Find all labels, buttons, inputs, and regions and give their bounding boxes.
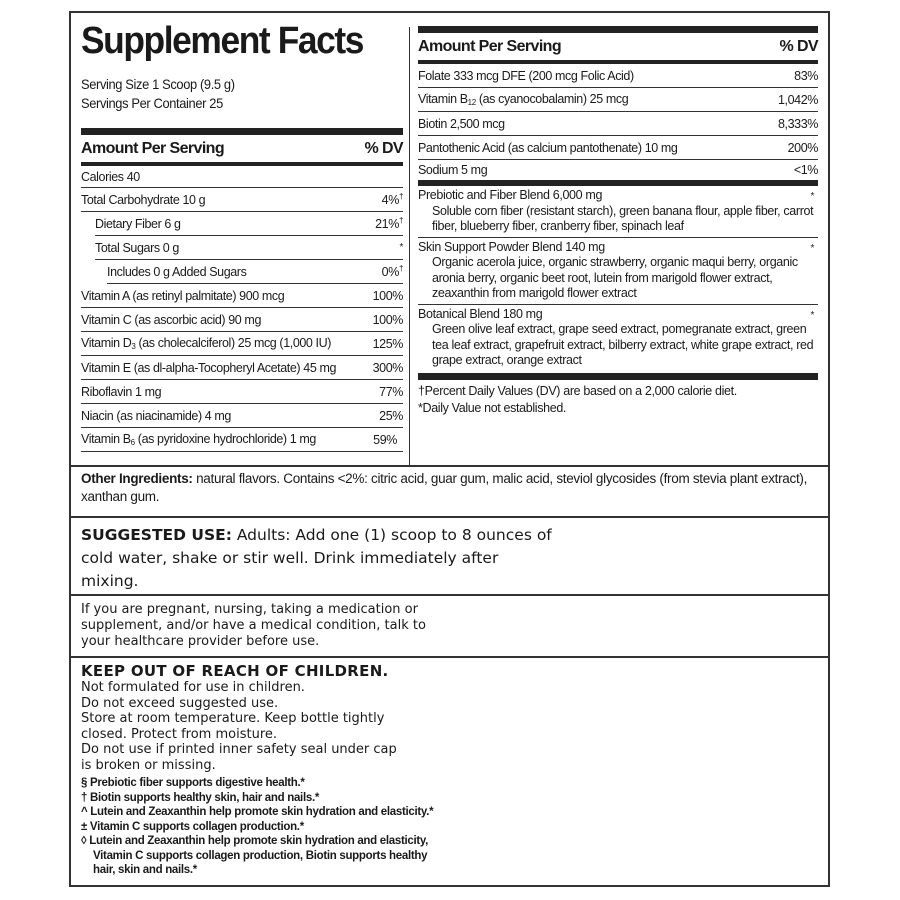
blend-name: Prebiotic and Fiber Blend 6,000 mg xyxy=(418,188,603,202)
servings-per-container: Servings Per Container 25 xyxy=(81,95,223,111)
blend-dv: * xyxy=(810,242,814,254)
other-ingredients-text: natural flavors. Contains <2%: citric acid, guar gum, malic acid, steviol glycosides (from stevia plant extract), xanthan gum. xyxy=(81,471,808,504)
nutrient-dv: <1% xyxy=(793,163,818,177)
nutrient-dv: 200% xyxy=(787,140,818,155)
serving-size: Serving Size 1 Scoop (9.5 g) xyxy=(81,76,235,92)
supplement-facts-label xyxy=(69,11,830,887)
keep-out-title: KEEP OUT OF REACH OF CHILDREN. xyxy=(81,662,389,680)
nutrient-name: Vitamin C (as ascorbic acid) 90 mg xyxy=(81,312,261,327)
thick-divider xyxy=(418,373,818,380)
suggested-use-label: SUGGESTED USE: xyxy=(81,526,232,544)
nutrient-row xyxy=(81,188,403,212)
label-title: Supplement Facts xyxy=(81,20,364,62)
nutrient-row xyxy=(418,88,818,112)
nutrient-row xyxy=(81,380,403,404)
facts-panel xyxy=(71,13,828,467)
blend-name: Botanical Blend 180 mg xyxy=(418,306,543,321)
nutrient-row xyxy=(81,284,403,308)
nutrient-name: Riboflavin 1 mg xyxy=(81,384,162,399)
right-column xyxy=(418,13,818,417)
nutrient-row xyxy=(95,236,403,260)
nutrient-name: Calories 40 xyxy=(81,169,140,184)
warning-line: If you are pregnant, nursing, taking a medication or xyxy=(81,602,418,617)
nutrient-name: Vitamin $D_3$ (as cholecalciferol) 25 mcg (1,000 IU) xyxy=(81,336,332,351)
nutrient-row xyxy=(81,308,403,332)
claim-line: ^ Lutein and Zeaxanthin help promote skin hydration and elasticity.* xyxy=(81,806,434,818)
nutrient-dv: 1,042% xyxy=(778,92,818,107)
suggested-use-line: Adults: Add one (1) scoop to 8 ounces of xyxy=(231,526,552,544)
header-amount: Amount Per Serving xyxy=(418,37,562,55)
nutrient-name: Dietary Fiber 6 g xyxy=(95,216,181,231)
header-amount: Amount Per Serving xyxy=(81,139,225,157)
nutrient-row xyxy=(418,136,818,160)
thick-divider xyxy=(418,26,818,33)
nutrient-row xyxy=(81,404,403,428)
nutrient-name: Pantothenic Acid (as calcium pantothenate) 10 mg xyxy=(418,140,678,155)
nutrient-name: Total Carbohydrate 10 g xyxy=(81,192,206,207)
suggested-use-line: mixing. xyxy=(81,572,139,590)
keep-out-line: Store at room temperature. Keep bottle tightly xyxy=(81,711,385,726)
blend-dv: * xyxy=(810,191,814,202)
nutrient-name: Total Sugars 0 g xyxy=(95,240,179,255)
nutrient-row xyxy=(418,64,818,88)
claim-line: ◊ Lutein and Zeaxanthin help promote skin hydration and elasticity, xyxy=(81,835,429,847)
blend-ingredients: Green olive leaf extract, grape seed extract, pomegranate extract, green tea leaf extract, grapefruit extract, bilberry extract, white grape extract, red grape extract, orange extract xyxy=(432,322,814,367)
pregnancy-warning xyxy=(71,596,828,658)
nutrient-dv: 21%† xyxy=(375,215,403,232)
blend-dv: * xyxy=(810,309,814,321)
nutrient-dv: 25% xyxy=(379,408,403,423)
warning-line: your healthcare provider before use. xyxy=(81,634,320,649)
nutrient-row xyxy=(107,260,403,284)
suggested-use-line: cold water, shake or stir well. Drink immediately after xyxy=(81,549,499,567)
claim-line: † Biotin supports healthy skin, hair and nails.* xyxy=(81,791,320,804)
nutrient-name: Vitamin E (as dl-alpha-Tocopheryl Acetate) 45 mg xyxy=(81,360,337,375)
keep-out-line: Do not exceed suggested use. xyxy=(81,695,279,711)
nutrient-dv: 0%† xyxy=(381,263,403,280)
column-divider xyxy=(409,27,410,465)
blend-botanical xyxy=(418,305,818,371)
nutrient-name: Sodium 5 mg xyxy=(418,163,488,177)
blend-ingredients: Soluble corn fiber (resistant starch), green banana flour, apple fiber, carrot fiber, blueberry fiber, cranberry fiber, spinach leaf xyxy=(432,203,814,233)
nutrient-dv: 100% xyxy=(372,312,403,327)
nutrient-dv: 4%† xyxy=(381,191,403,208)
nutrient-row xyxy=(81,356,403,380)
nutrient-dv: 77% xyxy=(379,384,403,399)
keep-out-line: closed. Protect from moisture. xyxy=(81,726,278,742)
nutrient-name: Niacin (as niacinamide) 4 mg xyxy=(81,408,231,423)
claim-line: Vitamin C supports collagen production, Biotin supports healthy xyxy=(93,849,428,862)
header-dv: % DV xyxy=(364,139,403,157)
nutrient-dv: 59% xyxy=(373,432,397,447)
nutrient-name: Includes 0 g Added Sugars xyxy=(107,264,247,279)
warning-line: supplement, and/or have a medical condition, talk to xyxy=(81,618,426,633)
blend-prebiotic xyxy=(418,186,818,238)
thick-divider xyxy=(81,128,403,135)
nutrient-name: Vitamin A (as retinyl palmitate) 900 mcg xyxy=(81,288,285,303)
keep-out-line: is broken or missing. xyxy=(81,757,216,773)
nutrient-dv: * xyxy=(399,242,403,253)
nutrient-dv: 300% xyxy=(372,360,403,375)
nutrient-row xyxy=(418,160,818,180)
nutrient-name: Vitamin $B_6$ (as pyridoxine hydrochloride) 1 mg xyxy=(81,432,316,447)
table-header xyxy=(418,33,818,60)
blend-skin-support xyxy=(418,238,818,305)
nutrient-name: Biotin 2,500 mcg xyxy=(418,116,505,131)
claim-line: ± Vitamin C supports collagen production.* xyxy=(81,820,304,833)
footnote-dagger: †Percent Daily Values (DV) are based on a 2,000 calorie diet. xyxy=(418,383,737,398)
blend-ingredients: Organic acerola juice, organic strawberry, organic maqui berry, organic aronia berry, organic beet root, lutein from marigold flower extract, zeaxanthin from marigold flower extract xyxy=(432,255,798,300)
table-header xyxy=(81,135,403,162)
nutrient-dv: 8,333% xyxy=(778,116,818,131)
nutrient-row xyxy=(418,112,818,136)
other-ingredients-label: Other Ingredients: xyxy=(81,471,193,486)
nutrient-dv: 83% xyxy=(794,68,818,83)
header-dv: % DV xyxy=(779,37,818,55)
other-ingredients xyxy=(71,465,828,518)
nutrient-dv: 125% xyxy=(372,336,403,351)
keep-out-line: Do not use if printed inner safety seal under cap xyxy=(81,742,397,757)
nutrient-row xyxy=(95,212,403,236)
suggested-use xyxy=(71,518,828,596)
footnote-star: *Daily Value not established. xyxy=(418,400,567,415)
claim-line: § Prebiotic fiber supports digestive health.* xyxy=(81,777,305,789)
nutrient-row xyxy=(81,428,403,452)
nutrient-row xyxy=(81,166,403,188)
nutrient-name: Vitamin $B_{12}$ (as cyanocobalamin) 25 mcg xyxy=(418,92,629,107)
nutrient-row xyxy=(81,332,403,356)
nutrient-name: Folate 333 mcg DFE (200 mcg Folic Acid) xyxy=(418,68,634,83)
keep-out-section xyxy=(71,658,828,887)
blend-name: Skin Support Powder Blend 140 mg xyxy=(418,239,605,254)
keep-out-line: Not formulated for use in children. xyxy=(81,680,305,695)
nutrient-dv: 100% xyxy=(372,288,403,303)
footnotes xyxy=(418,380,818,417)
claim-line: hair, skin and nails.* xyxy=(93,864,197,876)
left-column xyxy=(81,13,403,452)
